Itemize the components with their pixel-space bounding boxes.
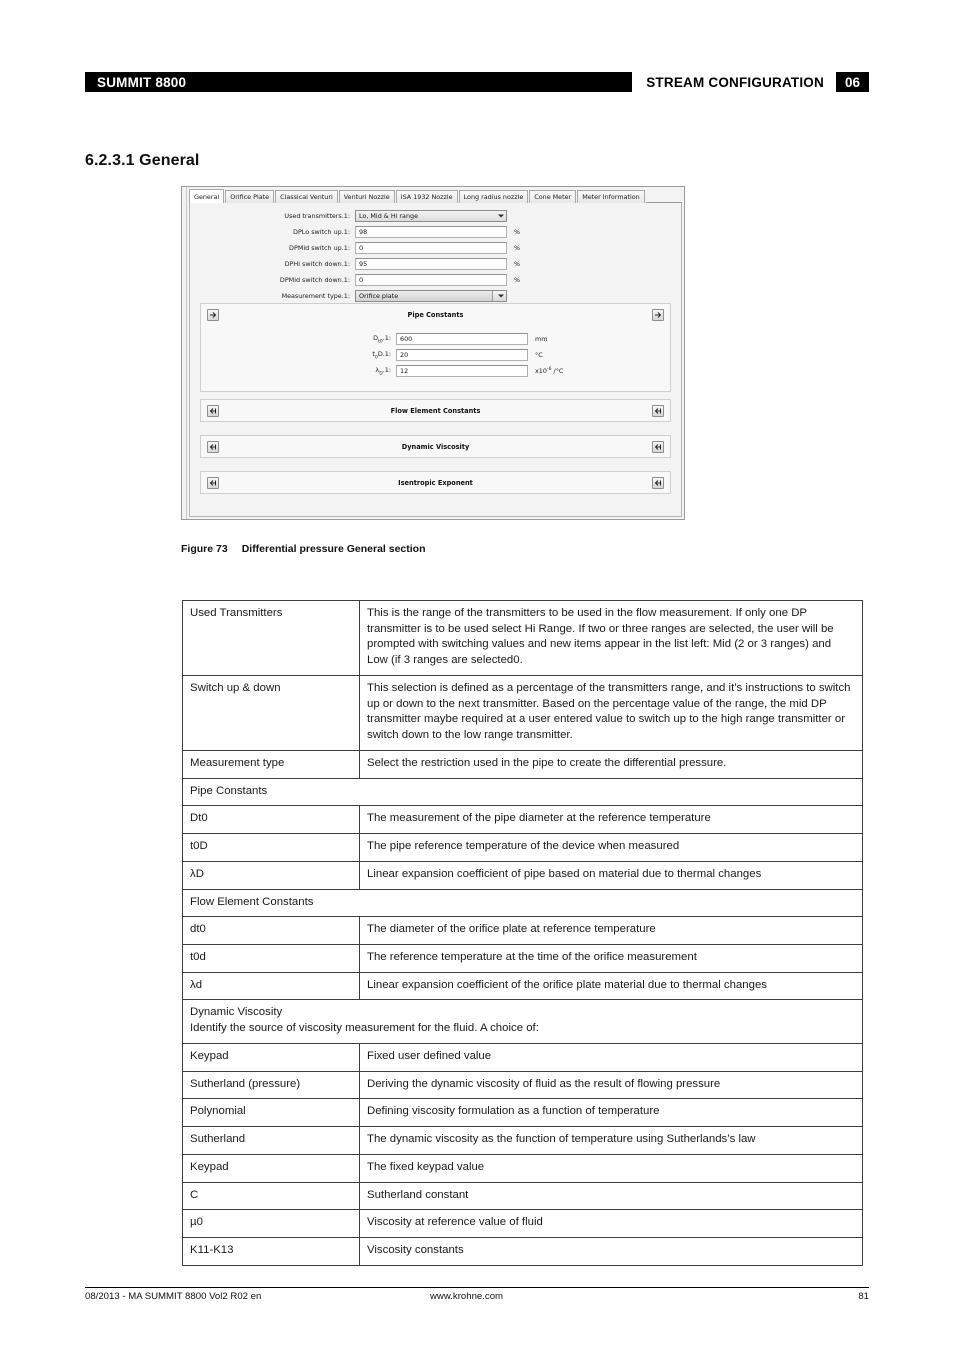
- label-t0d: $t_0D.1$:: [372, 349, 391, 361]
- input-dpmid-switch-up-1[interactable]: [355, 242, 507, 254]
- tab-meter-information[interactable]: Meter Information: [577, 190, 645, 203]
- app-window: [186, 187, 684, 519]
- chevron-down-icon: [498, 295, 504, 298]
- dropdown-button[interactable]: [492, 291, 506, 301]
- table-row: [183, 861, 863, 889]
- label-measurement-type-1: Measurement type.1:: [281, 292, 350, 300]
- table-cell-term: C: [183, 1182, 360, 1210]
- table-cell-description: This is the range of the transmitters to be used in the flow measurement. If only one DP transmitter is to be used select Hi Range. If two or three ranges are selected, the user will be prompted with switching values and new items appear in the list left: Mid (2 or 3 ranges) and Low (if 3 ranges are selected0.: [360, 601, 863, 676]
- table-row: [183, 1127, 863, 1155]
- input-lambdad[interactable]: 12: [396, 365, 528, 377]
- field-row-dt0: [201, 332, 670, 346]
- table-row: [183, 917, 863, 945]
- table-cell-description: This selection is defined as a percentage of the transmitters range, and it’s instructions to switch up or down to the next transmitter. Based on the percentage value of the range, the mid DP transmitter maybe required at a user entered value to switch up to the high range transmitter or switch down to the low range transmitter.: [360, 675, 863, 750]
- table-section-label: Flow Element Constants: [183, 889, 863, 917]
- label-dpmid-switch-down-1: DPMid switch down.1:: [279, 276, 350, 284]
- unit-dpmid-switch-up-1: %: [514, 244, 521, 252]
- table-section-row: [183, 778, 863, 806]
- input-t0d[interactable]: 20: [396, 349, 528, 361]
- chevron-down-icon[interactable]: [498, 215, 504, 218]
- tab-general[interactable]: General: [189, 189, 224, 203]
- table-row: [183, 1154, 863, 1182]
- table-cell-description: Linear expansion coefficient of the orifice plate material due to thermal changes: [360, 972, 863, 1000]
- pipe-constants-fields: [201, 332, 670, 380]
- label-dpmid-switch-up-1: DPMid switch up.1:: [289, 244, 350, 252]
- table-cell-term: Sutherland (pressure): [183, 1071, 360, 1099]
- figure-caption-text: Differential pressure General section: [241, 543, 426, 555]
- table-row: [183, 1182, 863, 1210]
- label-lambdad: $\lambda_D.1$:: [375, 365, 391, 377]
- table-cell-description: Linear expansion coefficient of pipe based on material due to thermal changes: [360, 861, 863, 889]
- table-cell-description: The fixed keypad value: [360, 1154, 863, 1182]
- value-dplo-switch-up-1: 98: [359, 228, 368, 236]
- input-dplo-switch-up-1[interactable]: [355, 226, 507, 238]
- table-row: [183, 945, 863, 973]
- table-cell-term: Switch up & down: [183, 675, 360, 750]
- table-section-row: [183, 1000, 863, 1043]
- field-row-lambdad: [201, 364, 670, 378]
- field-row-dpmid-switch-down-1: [190, 273, 681, 287]
- table-cell-description: Deriving the dynamic viscosity of fluid as the result of flowing pressure: [360, 1071, 863, 1099]
- table-cell-description: Viscosity at reference value of fluid: [360, 1210, 863, 1238]
- footer-website: www.krohne.com: [430, 1291, 504, 1302]
- group-pipe-constants: [200, 303, 671, 392]
- select-measurement-type-1[interactable]: [355, 290, 507, 302]
- table-cell-term: Used Transmitters: [183, 601, 360, 676]
- footer-document-id: 08/2013 - MA SUMMIT 8800 Vol2 R02 en: [85, 1291, 262, 1302]
- figure-number: Figure 73: [181, 543, 228, 555]
- page-footer: [85, 1291, 869, 1307]
- tab-classical-venturi[interactable]: Classical Venturi: [275, 190, 338, 203]
- expand-right-icon[interactable]: [652, 477, 664, 489]
- table-cell-term: Dt0: [183, 806, 360, 834]
- unit-dt0: mm: [535, 335, 548, 343]
- unit-dplo-switch-up-1: %: [514, 228, 521, 236]
- tab-strip-filler: [646, 190, 682, 203]
- table-row: [183, 601, 863, 676]
- tab-cone-meter[interactable]: Cone Meter: [529, 190, 576, 203]
- input-dpmid-switch-down-1[interactable]: [355, 274, 507, 286]
- header-gap: [632, 72, 646, 92]
- expand-right-icon[interactable]: [652, 405, 664, 417]
- group-title-flow-element-constants: Flow Element Constants: [390, 407, 481, 415]
- value-used-transmitters-1: Lo, Mid & Hi range: [359, 211, 419, 220]
- table-cell-term: λD: [183, 861, 360, 889]
- value-dpmid-switch-down-1: 0: [359, 276, 364, 284]
- table-cell-term: t0D: [183, 834, 360, 862]
- label-dphi-switch-down-1: DPHi switch down.1:: [284, 260, 350, 268]
- table-cell-term: t0d: [183, 945, 360, 973]
- table-cell-term: Keypad: [183, 1154, 360, 1182]
- table-cell-term: Sutherland: [183, 1127, 360, 1155]
- tab-long-radius-nozzle[interactable]: Long radius nozzle: [459, 190, 529, 203]
- figure-screenshot: [181, 186, 685, 520]
- table-cell-term: µ0: [183, 1210, 360, 1238]
- group-title-dynamic-viscosity: Dynamic Viscosity: [401, 443, 470, 451]
- table-row: [183, 972, 863, 1000]
- table-cell-term: K11-K13: [183, 1238, 360, 1266]
- table-cell-term: Measurement type: [183, 750, 360, 778]
- tab-strip: [189, 189, 682, 204]
- tab-isa-1932-nozzle[interactable]: ISA 1932 Nozzle: [396, 190, 458, 203]
- header-product-label: SUMMIT 8800: [85, 72, 194, 92]
- page-title: 6.2.3.1 General: [85, 152, 200, 169]
- field-row-dplo-switch-up-1: [190, 225, 681, 239]
- table-cell-description: Select the restriction used in the pipe to create the differential pressure.: [360, 750, 863, 778]
- input-dphi-switch-down-1[interactable]: [355, 258, 507, 270]
- collapse-right-icon[interactable]: [652, 309, 664, 321]
- field-row-used-transmitters-1: [190, 209, 681, 223]
- table-cell-term: dt0: [183, 917, 360, 945]
- group-isentropic-exponent[interactable]: [200, 471, 671, 494]
- footer-rule: [85, 1287, 869, 1288]
- header-black-rule: [194, 72, 632, 92]
- table-cell-description: The dynamic viscosity as the function of temperature using Sutherlands’s law: [360, 1127, 863, 1155]
- table-row: [183, 834, 863, 862]
- group-title-isentropic-exponent: Isentropic Exponent: [398, 479, 473, 487]
- tab-orifice-plate[interactable]: Orifice Plate: [225, 190, 274, 203]
- tab-panel-general: [189, 203, 682, 517]
- table-section-label: Pipe Constants: [183, 778, 863, 806]
- table-cell-description: Sutherland constant: [360, 1182, 863, 1210]
- table-cell-description: The diameter of the orifice plate at reference temperature: [360, 917, 863, 945]
- label-used-transmitters-1: Used transmitters.1:: [284, 212, 350, 220]
- group-flow-element-constants[interactable]: [200, 399, 671, 422]
- running-header: [85, 72, 869, 92]
- unit-lambdad: $x10^{-6}$ /°C: [535, 366, 564, 376]
- field-row-dphi-switch-down-1: [190, 257, 681, 271]
- value-measurement-type-1: Orifice plate: [359, 291, 399, 300]
- table-row: [183, 1099, 863, 1127]
- table-row: [183, 675, 863, 750]
- table-cell-term: λd: [183, 972, 360, 1000]
- table-cell-term: Polynomial: [183, 1099, 360, 1127]
- value-dpmid-switch-up-1: 0: [359, 244, 364, 252]
- tab-venturi-nozzle[interactable]: Venturi Nozzle: [339, 190, 395, 203]
- table-cell-description: Defining viscosity formulation as a function of temperature: [360, 1099, 863, 1127]
- table-cell-description: Fixed user defined value: [360, 1043, 863, 1071]
- input-dt0[interactable]: 600: [396, 333, 528, 345]
- select-used-transmitters-1[interactable]: [355, 210, 507, 222]
- label-dt0: $D_{t0}.1$:: [373, 333, 391, 345]
- group-dynamic-viscosity[interactable]: [200, 435, 671, 458]
- table-row: [183, 1071, 863, 1099]
- table-row: [183, 1238, 863, 1266]
- table-row: [183, 1210, 863, 1238]
- field-row-t0d: [201, 348, 670, 362]
- unit-dpmid-switch-down-1: %: [514, 276, 521, 284]
- value-dphi-switch-down-1: 95: [359, 260, 368, 268]
- label-dplo-switch-up-1: DPLo switch up.1:: [293, 228, 350, 236]
- table-cell-description: The reference temperature at the time of the orifice measurement: [360, 945, 863, 973]
- field-row-dpmid-switch-up-1: [190, 241, 681, 255]
- table-section-row: [183, 889, 863, 917]
- figure-caption: [181, 543, 426, 555]
- table-cell-description: The measurement of the pipe diameter at the reference temperature: [360, 806, 863, 834]
- header-chapter-number: 06: [836, 72, 869, 92]
- footer-page-number: 81: [858, 1291, 869, 1302]
- unit-dphi-switch-down-1: %: [514, 260, 521, 268]
- table-row: [183, 1043, 863, 1071]
- header-section-title: STREAM CONFIGURATION: [646, 74, 824, 90]
- expand-right-icon[interactable]: [652, 441, 664, 453]
- table-row: [183, 750, 863, 778]
- unit-t0d: °C: [535, 351, 543, 359]
- table-cell-description: Viscosity constants: [360, 1238, 863, 1266]
- table-row: [183, 806, 863, 834]
- group-title-pipe-constants: Pipe Constants: [407, 311, 464, 319]
- table-cell-description: The pipe reference temperature of the device when measured: [360, 834, 863, 862]
- general-form: [190, 209, 681, 305]
- table-section-label: Dynamic Viscosity Identify the source of viscosity measurement for the fluid. A choice of:: [183, 1000, 863, 1043]
- description-table: [182, 600, 863, 1266]
- table-cell-term: Keypad: [183, 1043, 360, 1071]
- field-row-measurement-type-1: [190, 289, 681, 303]
